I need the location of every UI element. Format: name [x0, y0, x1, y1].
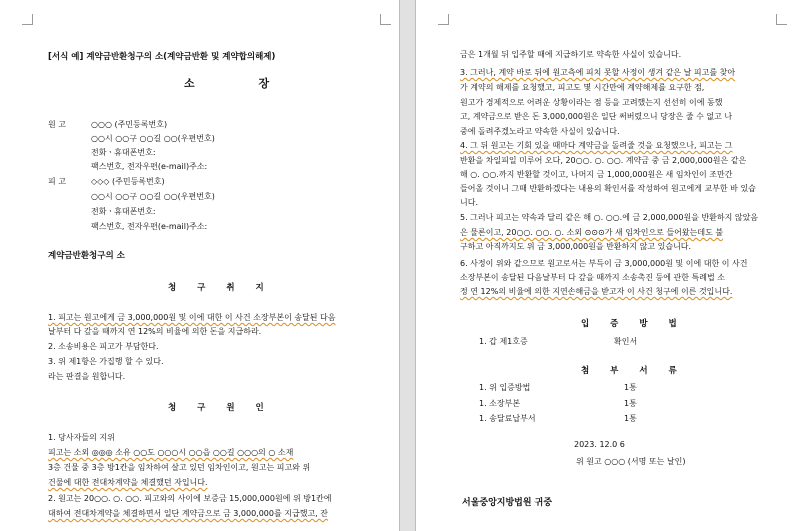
evidence-heading: 입 증 방 법	[581, 319, 686, 329]
crop-mark	[438, 14, 449, 25]
claim-line: 라는 판결을 원합니다.	[48, 372, 126, 381]
evidence-item: 1. 갑 제1호증	[479, 337, 528, 346]
attachment-count: 1통	[624, 414, 637, 423]
signature-line: 위 원고 ○○○ (서명 또는 날인)	[576, 457, 686, 466]
claim-line: 2. 소송비용은 피고가 부담한다.	[48, 342, 159, 351]
claim-heading: 청 구 취 지	[168, 283, 273, 293]
body-line: 고, 계약금으로 받은 돈 3,000,000원은 일단 써버렸으니 당장은 줄 수 없고 나	[460, 112, 733, 121]
body-line: 3. 그러나, 계약 바로 뒤에 원고측에 피치 못할 사정이 생겨 같은 날 피고를 찾아	[460, 68, 736, 77]
filing-date: 2023. 12.0 6	[574, 440, 625, 449]
body-line: 5. 그러나 피고는 약속과 달리 같은 해 ○. ○○.에 금 2,000,000원을 반환하지 않았음	[460, 213, 759, 222]
attachment-item: 1. 송달료납부서	[479, 414, 536, 423]
form-header: [서식 예] 계약금반환청구의 소(계약금반환 및 계약합의해제)	[48, 52, 276, 62]
evidence-desc: 확인서	[614, 337, 638, 346]
defendant-fax: 팩스번호, 전자우편(e-mail)주소:	[91, 222, 208, 231]
plaintiff-address: ○○시 ○○구 ○○길 ○○(우편번호)	[91, 134, 215, 143]
plaintiff-fax: 팩스번호, 전자우편(e-mail)주소:	[91, 162, 208, 171]
crop-mark	[22, 14, 33, 25]
body-line: 금은 1개월 뒤 입주할 때에 지급하기로 약속한 사실이 있습니다.	[460, 50, 682, 59]
body-line: 6. 사정이 위와 같으므로 원고로서는 부득이 금 3,000,000원 및 이에 대한 이 사건	[460, 259, 748, 268]
body-line: 니다.	[460, 198, 478, 207]
body-line: 해 ○. ○○.까지 반환할 것이고, 나머지 금 1,000,000원은 새 임차인이 조만간	[460, 170, 733, 179]
body-line: 들어올 것이니 그때 반환하겠다는 내용의 확인서를 작성하여 원고에게 교부한 바 있습	[460, 184, 756, 193]
defendant-label: 피 고	[48, 177, 66, 186]
attachment-item: 1. 위 입증방법	[479, 383, 531, 392]
case-name: 계약금반환청구의 소	[48, 251, 125, 261]
defendant-phone: 전화ㆍ휴대폰번호:	[91, 207, 156, 216]
claim-line: 날부터 다 갚을 때까지 연 12%의 비율에 의한 돈을 지급하라.	[48, 327, 262, 336]
body-line: 가 계약의 해제를 요청했고, 피고도 몇 시간만에 계약해제를 요구한 점,	[460, 83, 705, 92]
body-line: 원고가 경제적으로 어려운 상황이라는 점 등을 고려했는지 선선히 이에 동했	[460, 98, 723, 107]
crop-mark	[380, 14, 391, 25]
plaintiff-name: ○○○ (주민등록번호)	[91, 120, 168, 129]
page-gap	[399, 0, 416, 531]
cause-heading: 청 구 원 인	[168, 403, 273, 413]
body-line: 은 물론이고, 20○○. ○○. ○. 소외 ⊙⊙⊙가 새 임차인으로 들어왔는데도 불	[460, 228, 724, 237]
document-title: 소 장	[184, 77, 300, 90]
attachments-heading: 첨 부 서 류	[581, 366, 686, 376]
body-line: 소장부본이 송달된 다음날부터 다 갚을 때까지 소송촉진 등에 관한 특례법 소	[460, 273, 725, 282]
crop-mark	[776, 14, 787, 25]
cause-line: 대하여 전대차계약을 체결하면서 일단 계약금으로 금 3,000,000를 지급했고, 잔	[48, 509, 328, 518]
plaintiff-phone: 전화ㆍ휴대폰번호:	[91, 148, 156, 157]
attachment-count: 1통	[624, 383, 637, 392]
document-page-left	[0, 0, 399, 531]
court-name: 서울중앙지방법원 귀중	[462, 498, 553, 508]
body-line: 4. 그 뒤 원고는 기회 있을 때마다 계약금을 돌려줄 것을 요청했으나, 피고는 그	[460, 141, 733, 150]
defendant-name: ◇◇◇ (주민등록번호)	[91, 177, 165, 186]
defendant-address: ○○시 ○○구 ○○길 ○○(우편번호)	[91, 192, 215, 201]
cause-line: 피고는 소외 ◎◎◎ 소유 ○○도 ○○○시 ○○읍 ○○길 ○○○의 ○ 소재	[48, 448, 294, 457]
cause-line: 1. 당사자들의 지위	[48, 433, 115, 442]
attachment-item: 1. 소장부본	[479, 399, 521, 408]
claim-line: 1. 피고는 원고에게 금 3,000,000원 및 이에 대한 이 사건 소장부본이 송달된 다음	[48, 313, 336, 322]
attachment-count: 1통	[624, 399, 637, 408]
body-line: 중에 돌려주겠노라고 약속한 사실이 있습니다.	[460, 127, 620, 136]
body-line: 반환을 차일피일 미루어 오다, 20○○. ○. ○○. 계약금 중 금 2,000,000원은 같은	[460, 156, 747, 165]
plaintiff-label: 원 고	[48, 120, 66, 129]
cause-line: 3층 건물 중 3층 방1칸을 임차하여 살고 있던 임차인이고, 원고는 피고와 위	[48, 463, 311, 472]
cause-line: 2. 원고는 20○○. ○. ○○. 피고와의 사이에 보증금 15,000,000원에 위 방1칸에	[48, 494, 332, 503]
document-page-right	[416, 0, 800, 531]
cause-line: 건물에 대한 전대차계약을 체결했던 자입니다.	[48, 478, 208, 487]
claim-line: 3. 위 제1항은 가집행 할 수 있다.	[48, 357, 164, 366]
body-line: 구하고 아직까지도 위 금 3,000,000원을 반환하지 않고 있습니다.	[460, 242, 692, 251]
body-line: 정 연 12%의 비율에 의한 지연손해금을 받고자 이 사건 청구에 이른 것입니다.	[460, 287, 733, 296]
